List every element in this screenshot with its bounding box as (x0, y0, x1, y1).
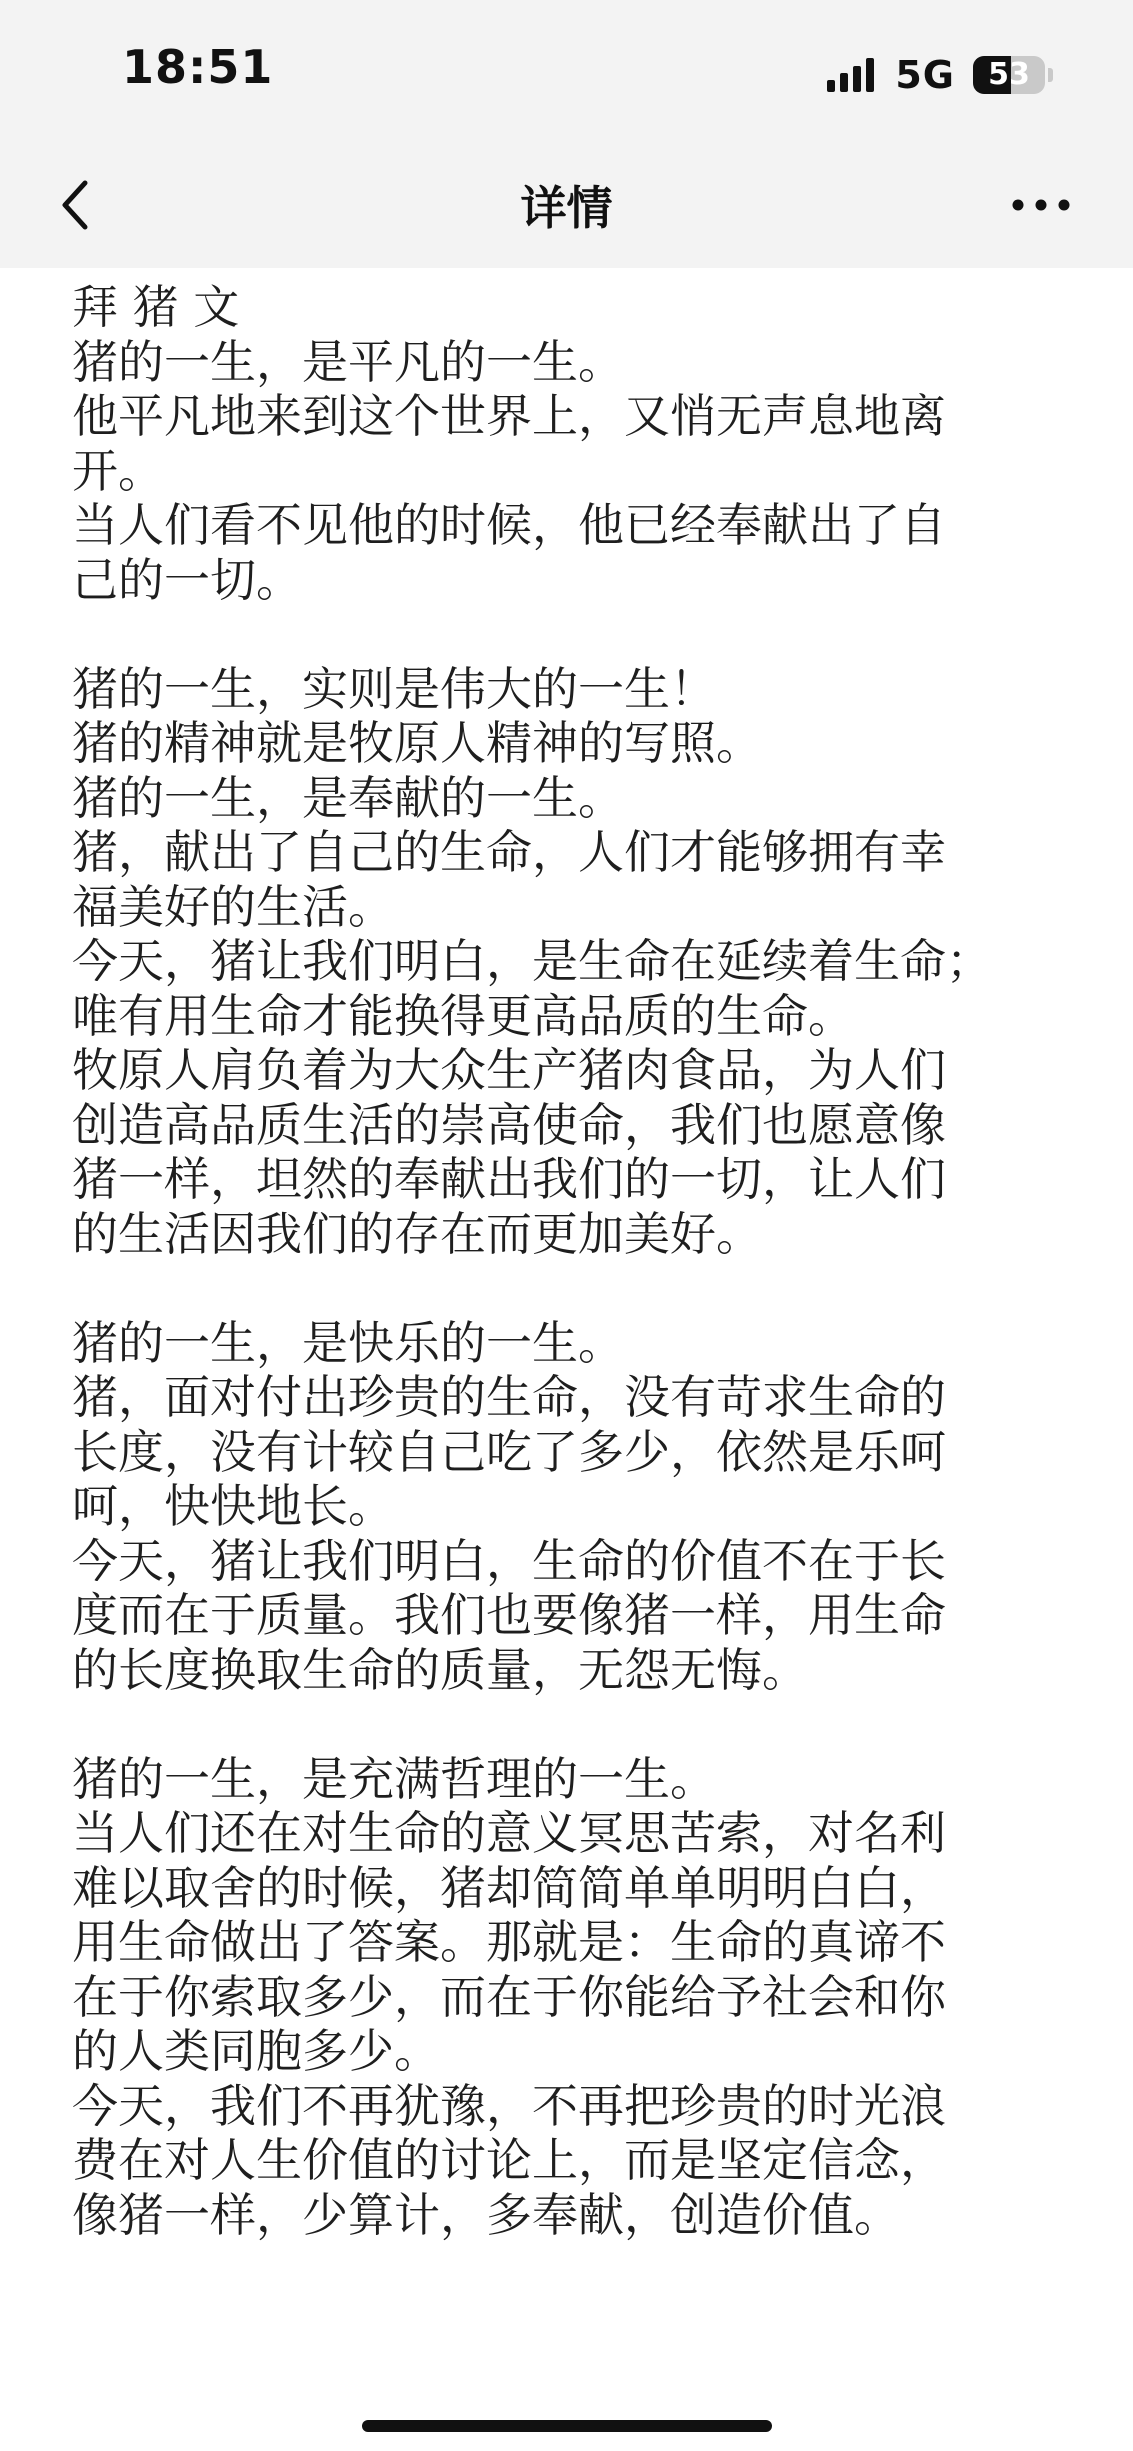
article-line: 创造高品质生活的崇高使命，我们也愿意像 (72, 1097, 946, 1152)
article-line: 唯有用生命才能换得更高品质的生命。 (72, 988, 854, 1043)
article-line: 当人们看不见他的时候，他已经奉献出了自 (72, 498, 946, 552)
article-line: 开。 (72, 443, 164, 498)
article-line: 的长度换取生命的质量，无怨无悔。 (72, 1642, 808, 1697)
article-line: 猪，面对付出珍贵的生命，没有苛求生命的 (72, 1370, 946, 1424)
status-bar (0, 0, 1133, 150)
article-line: 在于你索取多少，而在于你能给予社会和你 (72, 1969, 946, 2024)
article-line: 费在对人生价值的讨论上，而是坚定信念， (72, 2133, 946, 2187)
more-options-button[interactable] (1001, 170, 1081, 240)
article-line: 猪的精神就是牧原人精神的写照。 (72, 716, 762, 770)
cellular-signal-icon (827, 58, 879, 92)
article-line: 猪，献出了自己的生命，人们才能够拥有幸 (72, 825, 946, 879)
article-line: 猪的一生，是平凡的一生。 (72, 334, 624, 389)
article-line: 他平凡地来到这个世界上，又悄无声息地离 (72, 389, 946, 443)
status-time: 18:51 (122, 40, 274, 94)
home-indicator[interactable] (362, 2420, 772, 2432)
battery-cap (1048, 68, 1053, 82)
article-line: 用生命做出了答案。那就是：生命的真谛不 (72, 1915, 946, 1969)
article-line: 今天，我们不再犹豫，不再把珍贵的时光浪 (72, 2078, 946, 2133)
article-line: 猪的一生，是快乐的一生。 (72, 1315, 624, 1370)
article-line: 的人类同胞多少。 (72, 2024, 440, 2078)
battery-icon (973, 56, 1045, 94)
status-indicators (827, 50, 1053, 100)
article-line: 己的一切。 (72, 552, 302, 607)
nav-bar (0, 150, 1133, 268)
article-line: 猪的一生，是充满哲理的一生。 (72, 1751, 716, 1806)
article-line: 猪一样，坦然的奉献出我们的一切，让人们 (72, 1152, 946, 1206)
page-title: 详情 (520, 181, 613, 235)
paragraph-spacer (72, 1261, 1062, 1316)
article-line: 牧原人肩负着为大众生产猪肉食品，为人们 (72, 1043, 946, 1097)
article-line: 今天，猪让我们明白，是生命在延续着生命； (72, 934, 992, 988)
article-line: 难以取舍的时候，猪却简简单单明明白白， (72, 1860, 946, 1915)
article-line: 猪的一生，实则是伟大的一生！ (72, 661, 716, 716)
paragraph-spacer (72, 607, 1062, 662)
article-line: 当人们还在对生命的意义冥思苦索，对名利 (72, 1806, 946, 1860)
article-line: 拜 猪 文 (72, 280, 240, 334)
article-line: 的生活因我们的存在而更加美好。 (72, 1206, 762, 1261)
battery-percent: 53 (988, 57, 1030, 92)
article-line: 像猪一样，少算计，多奉献，创造价值。 (72, 2187, 900, 2242)
article-line: 呵，快快地长。 (72, 1479, 394, 1533)
article-body (72, 280, 1062, 2242)
more-dots-icon (1011, 198, 1071, 212)
article-line: 长度，没有计较自己吃了多少，依然是乐呵 (72, 1424, 946, 1479)
paragraph-spacer (72, 1697, 1062, 1752)
network-type-label: 5G (895, 53, 955, 97)
article-line: 猪的一生，是奉献的一生。 (72, 770, 624, 825)
article-line: 福美好的生活。 (72, 879, 394, 934)
article-line: 今天，猪让我们明白，生命的价值不在于长 (72, 1533, 946, 1588)
article-line: 度而在于质量。我们也要像猪一样，用生命 (72, 1588, 946, 1642)
